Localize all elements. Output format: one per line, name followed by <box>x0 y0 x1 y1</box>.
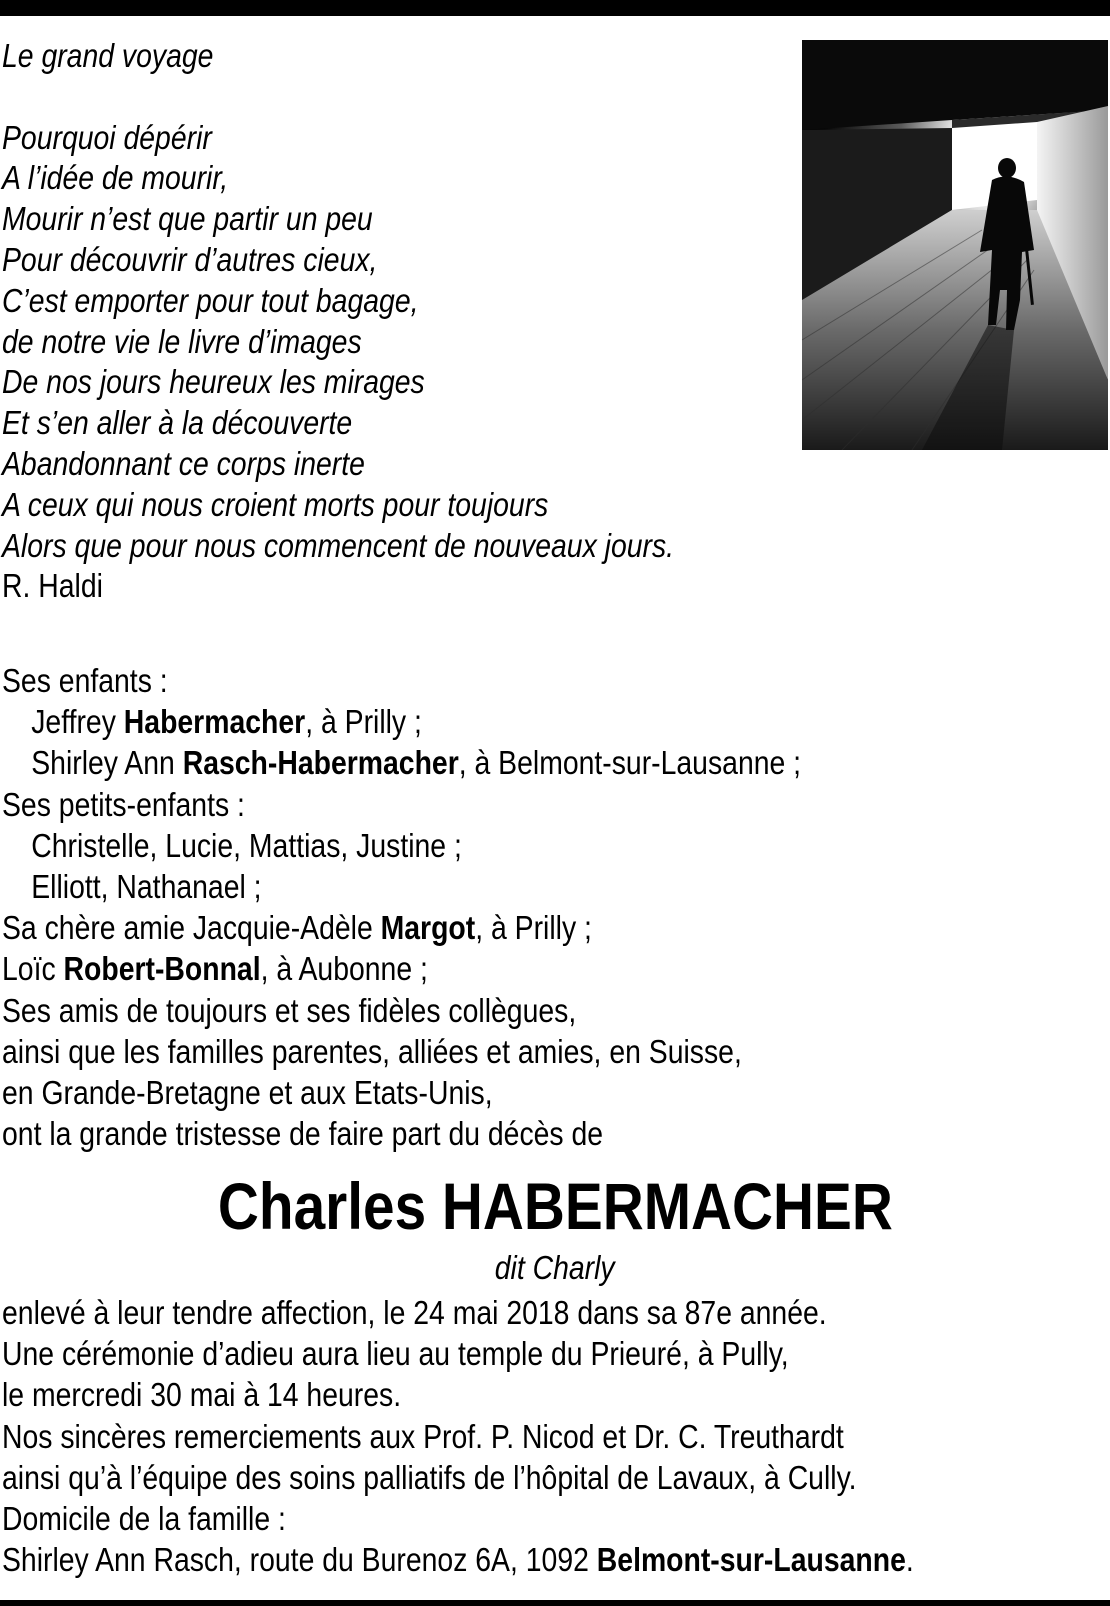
grandchildren-names: Elliott, Nathanael ; <box>31 867 262 905</box>
member-location: , à Belmont-sur-Lausanne ; <box>458 744 802 782</box>
families-line: ainsi que les familles parentes, alliées et amies, en Suisse, <box>2 1032 742 1070</box>
bottom-rule <box>0 1600 1110 1606</box>
grandchildren-names: Christelle, Lucie, Mattias, Justine ; <box>31 826 462 864</box>
announcement-line: ont la grande tristesse de faire part du décès de <box>2 1115 604 1153</box>
poem-line: Pour découvrir d’autres cieux, <box>2 240 378 278</box>
poem-line: A l’idée de mourir, <box>2 159 229 197</box>
poem-line: C’est emporter pour tout bagage, <box>2 281 419 319</box>
closing-line: Nos sincères remerciements aux Prof. P. Nicod et Dr. C. Treuthardt <box>2 1417 844 1455</box>
address-town: Belmont-sur-Lausanne <box>596 1541 906 1579</box>
closing-line: enlevé à leur tendre affection, le 24 mai 2018 dans sa 87e année. <box>2 1294 827 1331</box>
poem-line: De nos jours heureux les mirages <box>2 363 425 401</box>
member-location: , à Aubonne ; <box>260 950 428 988</box>
member-first-name: Sa chère amie Jacquie-Adèle <box>2 909 381 947</box>
grandchildren-heading: Ses petits-enfants : <box>2 785 245 823</box>
member-location: , à Prilly ; <box>475 909 592 947</box>
address-period: . <box>905 1541 914 1579</box>
family-member-line <box>2 907 948 948</box>
member-surname: Margot <box>380 909 476 947</box>
countries-line: en Grande-Bretagne et aux Etats-Unis, <box>2 1073 493 1111</box>
deceased-name <box>0 1168 1110 1244</box>
poem-title: Le grand voyage <box>2 37 214 74</box>
deceased-name-text: Charles HABERMACHER <box>217 1169 893 1243</box>
member-first-name: Jeffrey <box>31 703 124 741</box>
member-first-name: Shirley Ann <box>31 744 183 782</box>
poem-line: Et s’en aller à la découverte <box>2 404 353 442</box>
tunnel-photo-icon <box>802 40 1108 450</box>
family-member-line <box>2 742 948 783</box>
poem <box>2 36 681 607</box>
friends-line: Ses amis de toujours et ses fidèles collègues, <box>2 991 577 1029</box>
member-first-name: Loïc <box>2 950 64 988</box>
poem-line: Mourir n’est que partir un peu <box>2 200 373 238</box>
children-heading: Ses enfants : <box>2 662 168 699</box>
closing-text <box>2 1292 1017 1580</box>
poem-line: Abandonnant ce corps inerte <box>2 444 365 482</box>
family-address <box>2 1539 1017 1580</box>
poem-line: Pourquoi dépérir <box>2 118 212 156</box>
member-location: , à Prilly ; <box>305 703 422 741</box>
member-surname: Habermacher <box>123 703 306 741</box>
member-surname: Robert-Bonnal <box>63 950 261 988</box>
poem-spacer <box>2 77 681 118</box>
family-list <box>2 660 948 1154</box>
poem-author: R. Haldi <box>2 567 103 605</box>
deceased-nickname <box>0 1248 1110 1288</box>
closing-line: Une cérémonie d’adieu aura lieu au temple du Prieuré, à Pully, <box>2 1335 789 1373</box>
family-member-line <box>2 948 948 989</box>
address-street: Shirley Ann Rasch, route du Burenoz 6A, 1092 <box>2 1541 597 1579</box>
closing-line: Domicile de la famille : <box>2 1499 286 1537</box>
poem-line: A ceux qui nous croient morts pour toujours <box>2 485 549 523</box>
man-walking-in-tunnel-photo <box>802 40 1108 450</box>
deceased-nickname-text: dit Charly <box>495 1249 615 1286</box>
family-member-line <box>2 701 948 742</box>
member-surname: Rasch-Habermacher <box>182 744 459 782</box>
poem-line: Alors que pour nous commencent de nouveaux jours. <box>2 526 675 564</box>
closing-line: le mercredi 30 mai à 14 heures. <box>2 1376 402 1414</box>
poem-line: de notre vie le livre d’images <box>2 322 362 360</box>
closing-line: ainsi qu’à l’équipe des soins palliatifs de l’hôpital de Lavaux, à Cully. <box>2 1458 857 1496</box>
top-rule <box>0 0 1110 16</box>
